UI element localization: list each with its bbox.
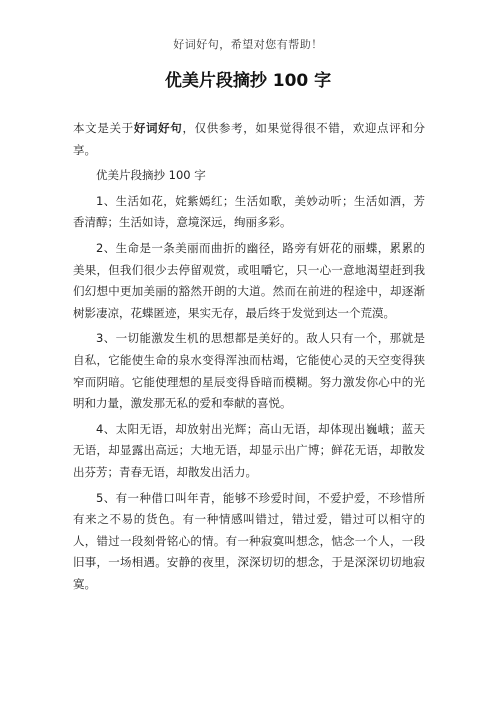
article-body [73,118,425,595]
intro-paragraph [73,118,425,161]
intro-prefix: 本文是关于 [73,121,134,135]
intro-suffix: ，仅供参考，如果觉得很不错，欢迎点评和分享。 [73,121,426,157]
page-title: 优美片段摘抄 100 字 [164,71,332,91]
article-subtitle: 优美片段摘抄 100 字 [96,168,206,183]
paragraph-4: 4、太阳无语，却放射出光辉；高山无语，却体现出巍峨；蓝天无语，却显露出高远；大地无语，却显示出广博；鲜花无语，却散发出芬芳；青春无语，却散发出活力。 [73,421,425,479]
header-note: 好词好句，希望对您有帮助！ [173,38,323,51]
paragraph-3: 3、一切能激发生机的思想都是美好的。敌人只有一个，那就是自私，它能使生命的泉水变得浑浊而枯竭，它能使心灵的天空变得狭窄而阴暗。它能使理想的星辰变得昏暗而模糊。努力激发你心中的光明和力量，激发那无私的爱和奉献的喜悦。 [73,331,425,411]
paragraph-2: 2、生命是一条美丽而曲折的幽径，路旁有妍花的丽蝶，累累的美果，但我们很少去停留观赏，或咀嚼它，只一心一意地渴望赶到我们幻想中更加美丽的豁然开朗的大道。然而在前进的程途中，却逐渐树影凄凉，花蝶匿迹，果实无存，最后终于发觉到达一个荒漠。 [73,240,425,320]
paragraph-5: 5、有一种借口叫年青，能够不珍爱时间，不爱护爱，不珍惜所有来之不易的货色。有一种情感叫错过，错过爱，错过可以相守的人，错过一段刻骨铭心的情。有一种寂寞叫想念，惦念一个人，一段旧事，一场相遇。安静的夜里，深深切切的想念，于是深深切切地寂寞。 [73,490,425,591]
intro-keyword: 好词好句 [133,121,183,135]
paragraph-1: 1、生活如花，姹紫嫣红；生活如歌，美妙动听；生活如酒，芳香清醇；生活如诗，意境深远，绚丽多彩。 [73,193,425,230]
